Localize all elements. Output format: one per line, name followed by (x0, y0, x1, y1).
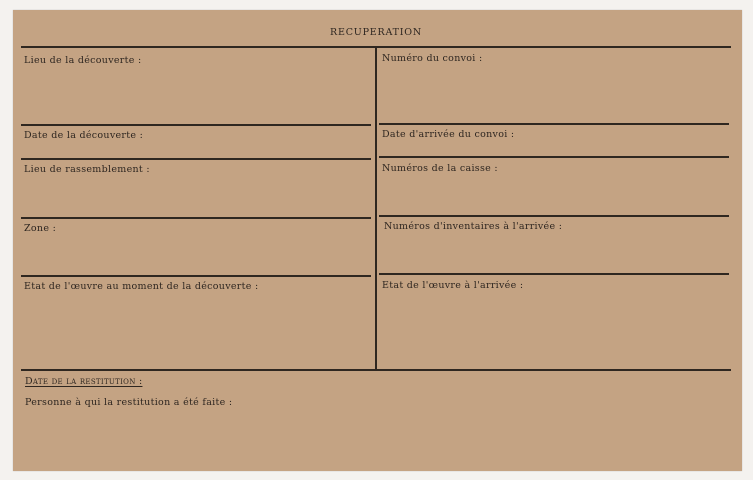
rule-left-1 (21, 124, 371, 126)
field-numero-convoi[interactable]: Numéro du convoi : (382, 53, 483, 64)
field-numeros-caisse[interactable]: Numéros de la caisse : (382, 163, 498, 174)
rule-left-3 (21, 217, 371, 219)
field-personne-restitution[interactable]: Personne à qui la restitution a été faite : (25, 397, 233, 408)
rule-left-4 (21, 275, 371, 277)
field-date-decouverte[interactable]: Date de la découverte : (24, 130, 144, 141)
field-etat-decouverte[interactable]: Etat de l'œuvre au moment de la découverte : (24, 281, 259, 292)
field-numeros-inventaires[interactable]: Numéros d'inventaires à l'arrivée : (384, 221, 563, 232)
rule-right-3 (379, 215, 729, 217)
rule-right-4 (379, 273, 729, 275)
field-etat-arrivee[interactable]: Etat de l'œuvre à l'arrivée : (382, 280, 524, 291)
field-date-restitution[interactable]: Date de la restitution : (25, 376, 143, 387)
form-title: RECUPERATION (330, 27, 422, 38)
rule-right-1 (379, 123, 729, 125)
recuperation-card (13, 10, 742, 471)
rule-right-2 (379, 156, 729, 158)
rule-left-2 (21, 158, 371, 160)
column-divider (375, 47, 377, 370)
field-date-arrivee[interactable]: Date d'arrivée du convoi : (382, 129, 515, 140)
bottom-rule (21, 369, 731, 371)
field-zone[interactable]: Zone : (24, 223, 57, 234)
field-lieu-rassemblement[interactable]: Lieu de rassemblement : (24, 164, 150, 175)
field-lieu-decouverte[interactable]: Lieu de la découverte : (24, 55, 142, 66)
